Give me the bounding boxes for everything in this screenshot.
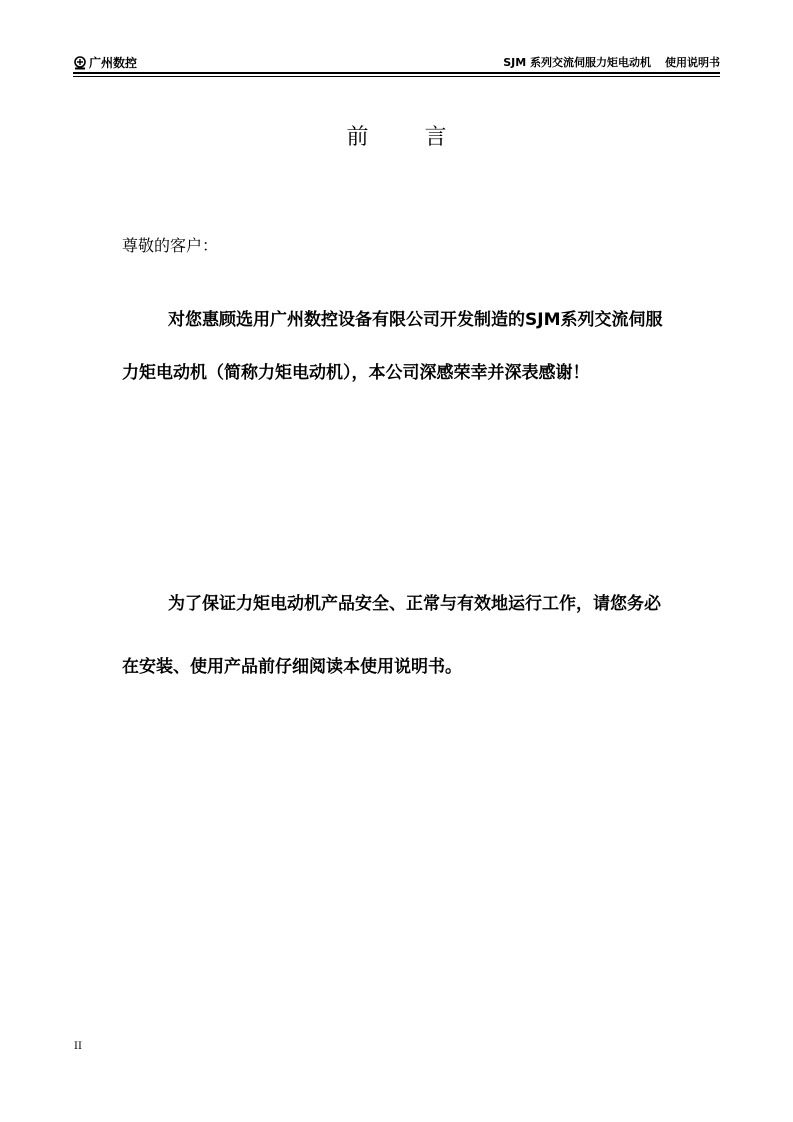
logo-icon <box>73 56 87 70</box>
paragraph-1-line-1: 对您惠顾选用广州数控设备有限公司开发制造的SJM系列交流伺服 <box>168 310 663 330</box>
header-rule-thin <box>73 76 720 77</box>
paragraph-2-line-2: 在安装、使用产品前仔细阅读本使用说明书。 <box>122 657 462 677</box>
page-title-char-2: 言 <box>424 125 447 150</box>
greeting: 尊敬的客户： <box>122 236 219 255</box>
header-doc-title <box>503 56 720 70</box>
company-logo <box>73 56 137 70</box>
page-number: II <box>74 1041 82 1052</box>
header-series-title: SJM 系列交流伺服力矩电动机 <box>503 56 651 69</box>
paragraph-1-line-2: 力矩电动机（简称力矩电动机），本公司深感荣幸并深表感谢！ <box>122 363 590 383</box>
header-rule-thick <box>73 72 720 74</box>
page-title-char-1: 前 <box>346 125 369 150</box>
paragraph-2-line-1: 为了保证力矩电动机产品安全、正常与有效地运行工作，请您务必 <box>168 594 661 614</box>
header-manual-label: 使用说明书 <box>665 56 720 69</box>
page-title <box>0 124 793 152</box>
logo-text: 广州数控 <box>89 56 138 70</box>
